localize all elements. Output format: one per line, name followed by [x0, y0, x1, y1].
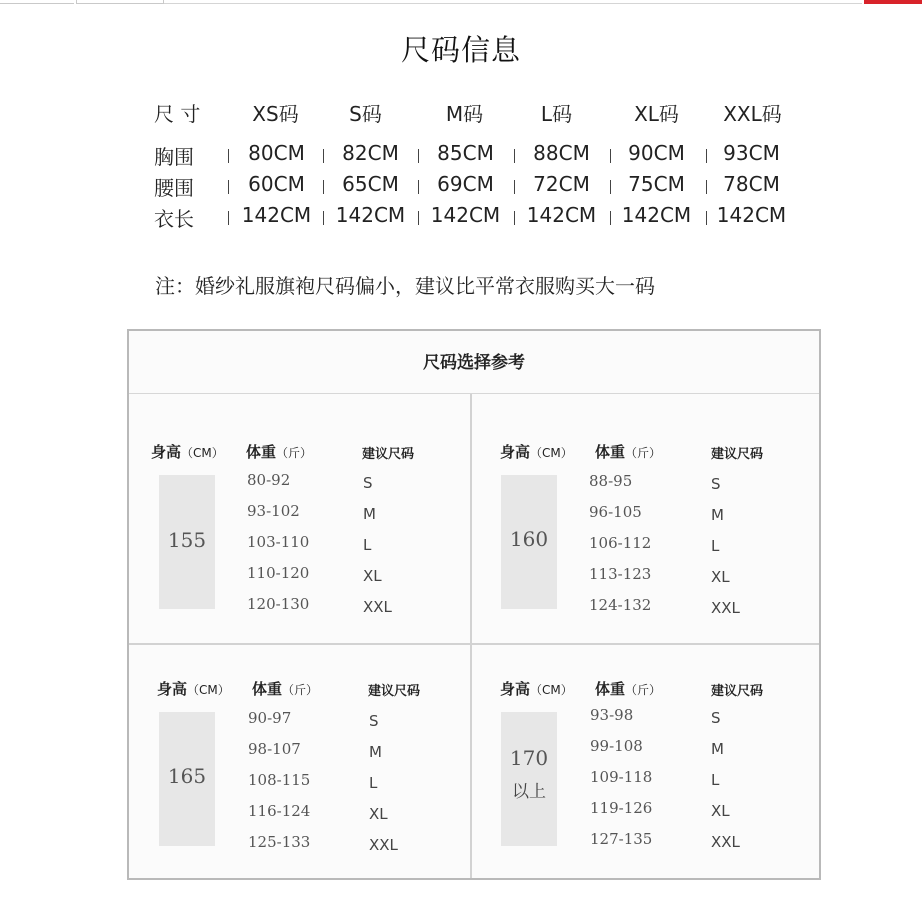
weight-range: 80-92 — [247, 471, 291, 489]
height-column-header — [500, 441, 573, 462]
suggested-size: XXL — [711, 833, 740, 851]
reference-title: 尺码选择参考 — [129, 331, 819, 394]
weight-header-text: 体重 — [595, 680, 626, 698]
weight-range: 110-120 — [247, 564, 310, 582]
measurement-cell: 142CM — [241, 203, 312, 227]
size-header-label: 尺 寸 — [154, 102, 201, 126]
suggested-size: S — [369, 712, 379, 730]
suggested-size: XL — [369, 805, 388, 823]
height-unit: （CM） — [187, 683, 230, 697]
height-unit: （CM） — [181, 446, 224, 460]
weight-range: 93-102 — [247, 502, 300, 520]
height-value: 155 — [167, 528, 207, 552]
measurement-cell: 69CM — [437, 172, 494, 196]
suggested-size: S — [363, 474, 373, 492]
weight-range: 116-124 — [248, 802, 311, 820]
row-label: 腰围 — [154, 176, 194, 200]
weight-header-text: 体重 — [595, 443, 626, 461]
size-reference-card — [127, 329, 821, 880]
measurement-cell: 142CM — [716, 203, 787, 227]
weight-range: 93-98 — [590, 706, 634, 724]
row-label: 胸围 — [154, 145, 194, 169]
weight-range: 113-123 — [589, 565, 652, 583]
size-column-header: 建议尺码 — [711, 447, 764, 462]
suggested-size: S — [711, 709, 721, 727]
weight-unit: （斤） — [625, 446, 662, 460]
weight-range: 103-110 — [247, 533, 310, 551]
tab-strip-segment — [164, 0, 862, 4]
top-tab-strip — [0, 0, 922, 4]
size-column-header: 建议尺码 — [711, 684, 764, 699]
weight-column-header — [252, 678, 318, 699]
size-column-header: 建议尺码 — [368, 684, 421, 699]
weight-range: 119-126 — [590, 799, 653, 817]
height-value: 165 — [167, 764, 207, 788]
reference-panel — [143, 678, 473, 918]
suggested-size: XXL — [711, 599, 740, 617]
measurement-cell: 85CM — [437, 141, 494, 165]
measurement-cell: 142CM — [526, 203, 597, 227]
suggested-size: L — [711, 771, 720, 789]
measurement-cell: 142CM — [621, 203, 692, 227]
weight-header-text: 体重 — [246, 443, 277, 461]
reference-panel — [485, 441, 815, 681]
measurement-cell: 82CM — [342, 141, 399, 165]
suggested-size: XL — [363, 567, 382, 585]
weight-range: 96-105 — [589, 503, 642, 521]
page-title: 尺码信息 — [400, 33, 521, 67]
weight-range: 125-133 — [248, 833, 311, 851]
measurement-cell: 72CM — [533, 172, 590, 196]
size-column-header: S码 — [349, 102, 382, 126]
weight-unit: （斤） — [276, 446, 313, 460]
measurement-cell: 93CM — [723, 141, 780, 165]
suggested-size: S — [711, 475, 721, 493]
weight-range: 109-118 — [590, 768, 653, 786]
weight-range: 99-108 — [590, 737, 643, 755]
suggested-size: XXL — [369, 836, 398, 854]
measurement-cell: 65CM — [342, 172, 399, 196]
suggested-size: M — [369, 743, 382, 761]
size-note: 注：婚纱礼服旗袍尺码偏小，建议比平常衣服购买大一码 — [155, 274, 655, 298]
suggested-size: L — [369, 774, 378, 792]
size-column-header: 建议尺码 — [362, 447, 415, 462]
suggested-size: M — [711, 740, 724, 758]
suggested-size: XXL — [363, 598, 392, 616]
size-column-header: XL码 — [634, 102, 679, 126]
suggested-size: XL — [711, 568, 730, 586]
tab-strip-segment — [0, 0, 74, 4]
height-header-text: 身高 — [500, 443, 531, 461]
height-column-header — [151, 441, 224, 462]
height-column-header — [157, 678, 230, 699]
size-column-header: XS码 — [252, 102, 299, 126]
height-column-header — [500, 678, 573, 699]
weight-range: 108-115 — [248, 771, 311, 789]
weight-unit: （斤） — [282, 683, 319, 697]
height-header-text: 身高 — [500, 680, 531, 698]
measurement-cell: 80CM — [248, 141, 305, 165]
weight-range: 88-95 — [589, 472, 633, 490]
height-value: 170 — [509, 746, 549, 770]
weight-range: 120-130 — [247, 595, 310, 613]
weight-range: 127-135 — [590, 830, 653, 848]
suggested-size: XL — [711, 802, 730, 820]
weight-unit: （斤） — [625, 683, 662, 697]
weight-header-text: 体重 — [252, 680, 283, 698]
size-column-header: L码 — [540, 102, 573, 126]
height-note: 以上 — [512, 782, 546, 802]
size-column-header: M码 — [445, 102, 484, 126]
weight-range: 106-112 — [589, 534, 652, 552]
accent-bar — [864, 0, 922, 4]
row-label: 衣长 — [154, 207, 194, 231]
weight-column-header — [595, 678, 661, 699]
weight-range: 90-97 — [248, 709, 292, 727]
measurement-cell: 60CM — [248, 172, 305, 196]
weight-range: 124-132 — [589, 596, 652, 614]
suggested-size: L — [711, 537, 720, 555]
tab-strip-segment — [76, 0, 164, 4]
reference-panel — [485, 678, 815, 918]
measurement-cell: 88CM — [533, 141, 590, 165]
measurement-cell: 142CM — [430, 203, 501, 227]
weight-range: 98-107 — [248, 740, 301, 758]
measurement-cell: 75CM — [628, 172, 685, 196]
measurement-cell: 78CM — [723, 172, 780, 196]
reference-panel — [143, 441, 473, 681]
height-unit: （CM） — [530, 446, 573, 460]
weight-column-header — [595, 441, 661, 462]
height-unit: （CM） — [530, 683, 573, 697]
suggested-size: M — [711, 506, 724, 524]
suggested-size: M — [363, 505, 376, 523]
weight-column-header — [246, 441, 312, 462]
measurement-cell: 142CM — [335, 203, 406, 227]
height-header-text: 身高 — [151, 443, 182, 461]
suggested-size: L — [363, 536, 372, 554]
height-header-text: 身高 — [157, 680, 188, 698]
measurement-cell: 90CM — [628, 141, 685, 165]
size-column-header: XXL码 — [723, 102, 782, 126]
height-value: 160 — [509, 527, 549, 551]
